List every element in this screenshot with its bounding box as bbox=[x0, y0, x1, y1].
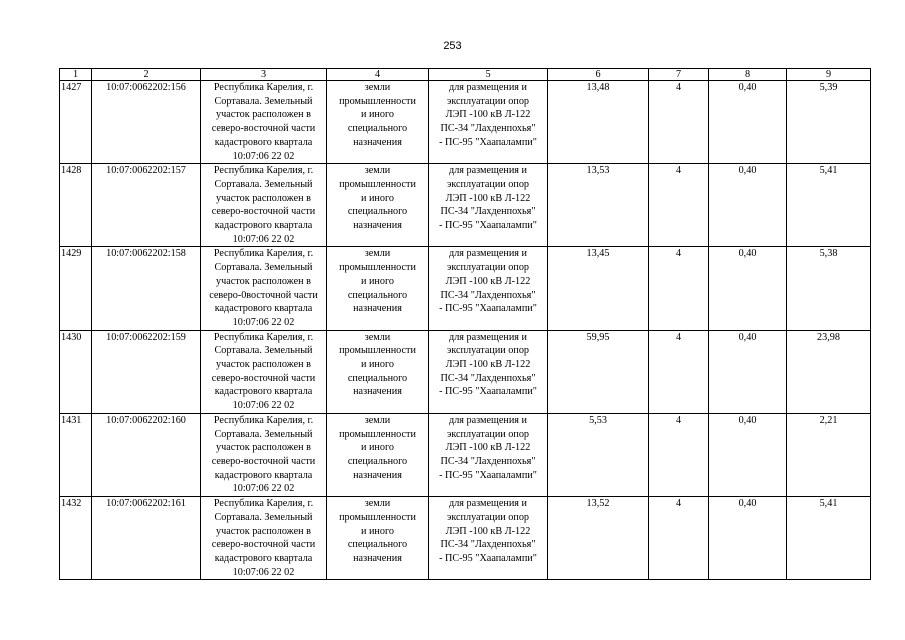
table-row bbox=[60, 497, 871, 580]
row-number: 1427 bbox=[60, 81, 92, 164]
permitted-use: для размещения и эксплуатации опор ЛЭП -100 кВ Л-122 ПС-34 "Лахденпохья" - ПС-95 "Хаапалампи" bbox=[429, 247, 548, 330]
column-header: 1 bbox=[60, 69, 92, 81]
row-number: 1429 bbox=[60, 247, 92, 330]
row-number: 1432 bbox=[60, 497, 92, 580]
value-col8: 0,40 bbox=[709, 81, 787, 164]
plot-location: Республика Карелия, г. Сортавала. Земельный участок расположен в северо-восточной части кадастрового квартала 10:07:06 22 02 bbox=[201, 81, 327, 164]
cadastral-number: 10:07:0062202:157 bbox=[92, 164, 201, 247]
value-col6: 13,52 bbox=[548, 497, 649, 580]
land-category: земли промышленности и иного специального назначения bbox=[327, 164, 429, 247]
value-col8: 0,40 bbox=[709, 413, 787, 496]
value-col6: 13,53 bbox=[548, 164, 649, 247]
value-col9: 23,98 bbox=[787, 330, 871, 413]
plot-location: Республика Карелия, г. Сортавала. Земельный участок расположен в северо-восточной части кадастрового квартала 10:07:06 22 02 bbox=[201, 164, 327, 247]
table-row bbox=[60, 164, 871, 247]
plot-location: Республика Карелия, г. Сортавала. Земельный участок расположен в северо-0восточной части кадастрового квартала 10:07:06 22 02 bbox=[201, 247, 327, 330]
value-col7: 4 bbox=[649, 413, 709, 496]
column-header: 8 bbox=[709, 69, 787, 81]
cadastral-number: 10:07:0062202:158 bbox=[92, 247, 201, 330]
value-col7: 4 bbox=[649, 81, 709, 164]
value-col9: 2,21 bbox=[787, 413, 871, 496]
value-col8: 0,40 bbox=[709, 247, 787, 330]
plot-location: Республика Карелия, г. Сортавала. Земельный участок расположен в северо-восточной части кадастрового квартала 10:07:06 22 02 bbox=[201, 413, 327, 496]
value-col8: 0,40 bbox=[709, 164, 787, 247]
row-number: 1430 bbox=[60, 330, 92, 413]
row-number: 1428 bbox=[60, 164, 92, 247]
value-col9: 5,39 bbox=[787, 81, 871, 164]
permitted-use: для размещения и эксплуатации опор ЛЭП -100 кВ Л-122 ПС-34 "Лахденпохья" - ПС-95 "Хаапалампи" bbox=[429, 413, 548, 496]
value-col8: 0,40 bbox=[709, 497, 787, 580]
value-col9: 5,41 bbox=[787, 164, 871, 247]
permitted-use: для размещения и эксплуатации опор ЛЭП -100 кВ Л-122 ПС-34 "Лахденпохья" - ПС-95 "Хаапалампи" bbox=[429, 330, 548, 413]
value-col6: 13,45 bbox=[548, 247, 649, 330]
land-category: земли промышленности и иного специального назначения bbox=[327, 247, 429, 330]
cadastral-number: 10:07:0062202:160 bbox=[92, 413, 201, 496]
column-header: 6 bbox=[548, 69, 649, 81]
value-col7: 4 bbox=[649, 497, 709, 580]
land-category: земли промышленности и иного специального назначения bbox=[327, 413, 429, 496]
land-category: земли промышленности и иного специального назначения bbox=[327, 330, 429, 413]
cadastral-number: 10:07:0062202:156 bbox=[92, 81, 201, 164]
column-header: 4 bbox=[327, 69, 429, 81]
cadastral-number: 10:07:0062202:161 bbox=[92, 497, 201, 580]
value-col6: 13,48 bbox=[548, 81, 649, 164]
value-col6: 59,95 bbox=[548, 330, 649, 413]
value-col9: 5,41 bbox=[787, 497, 871, 580]
table-row bbox=[60, 81, 871, 164]
column-header: 9 bbox=[787, 69, 871, 81]
permitted-use: для размещения и эксплуатации опор ЛЭП -100 кВ Л-122 ПС-34 "Лахденпохья" - ПС-95 "Хаапалампи" bbox=[429, 497, 548, 580]
column-header: 5 bbox=[429, 69, 548, 81]
row-number: 1431 bbox=[60, 413, 92, 496]
plot-location: Республика Карелия, г. Сортавала. Земельный участок расположен в северо-восточной части кадастрового квартала 10:07:06 22 02 bbox=[201, 330, 327, 413]
column-header: 2 bbox=[92, 69, 201, 81]
land-category: земли промышленности и иного специального назначения bbox=[327, 497, 429, 580]
land-plot-table bbox=[59, 68, 871, 580]
value-col9: 5,38 bbox=[787, 247, 871, 330]
table-row bbox=[60, 413, 871, 496]
column-header: 7 bbox=[649, 69, 709, 81]
value-col8: 0,40 bbox=[709, 330, 787, 413]
permitted-use: для размещения и эксплуатации опор ЛЭП -100 кВ Л-122 ПС-34 "Лахденпохья" - ПС-95 "Хаапалампи" bbox=[429, 81, 548, 164]
column-header: 3 bbox=[201, 69, 327, 81]
plot-location: Республика Карелия, г. Сортавала. Земельный участок расположен в северо-восточной части кадастрового квартала 10:07:06 22 02 bbox=[201, 497, 327, 580]
permitted-use: для размещения и эксплуатации опор ЛЭП -100 кВ Л-122 ПС-34 "Лахденпохья" - ПС-95 "Хаапалампи" bbox=[429, 164, 548, 247]
header-row bbox=[60, 69, 871, 81]
table-row bbox=[60, 247, 871, 330]
table-row bbox=[60, 330, 871, 413]
page-number: 253 bbox=[443, 40, 462, 52]
value-col7: 4 bbox=[649, 330, 709, 413]
value-col7: 4 bbox=[649, 164, 709, 247]
cadastral-number: 10:07:0062202:159 bbox=[92, 330, 201, 413]
land-category: земли промышленности и иного специального назначения bbox=[327, 81, 429, 164]
value-col6: 5,53 bbox=[548, 413, 649, 496]
value-col7: 4 bbox=[649, 247, 709, 330]
